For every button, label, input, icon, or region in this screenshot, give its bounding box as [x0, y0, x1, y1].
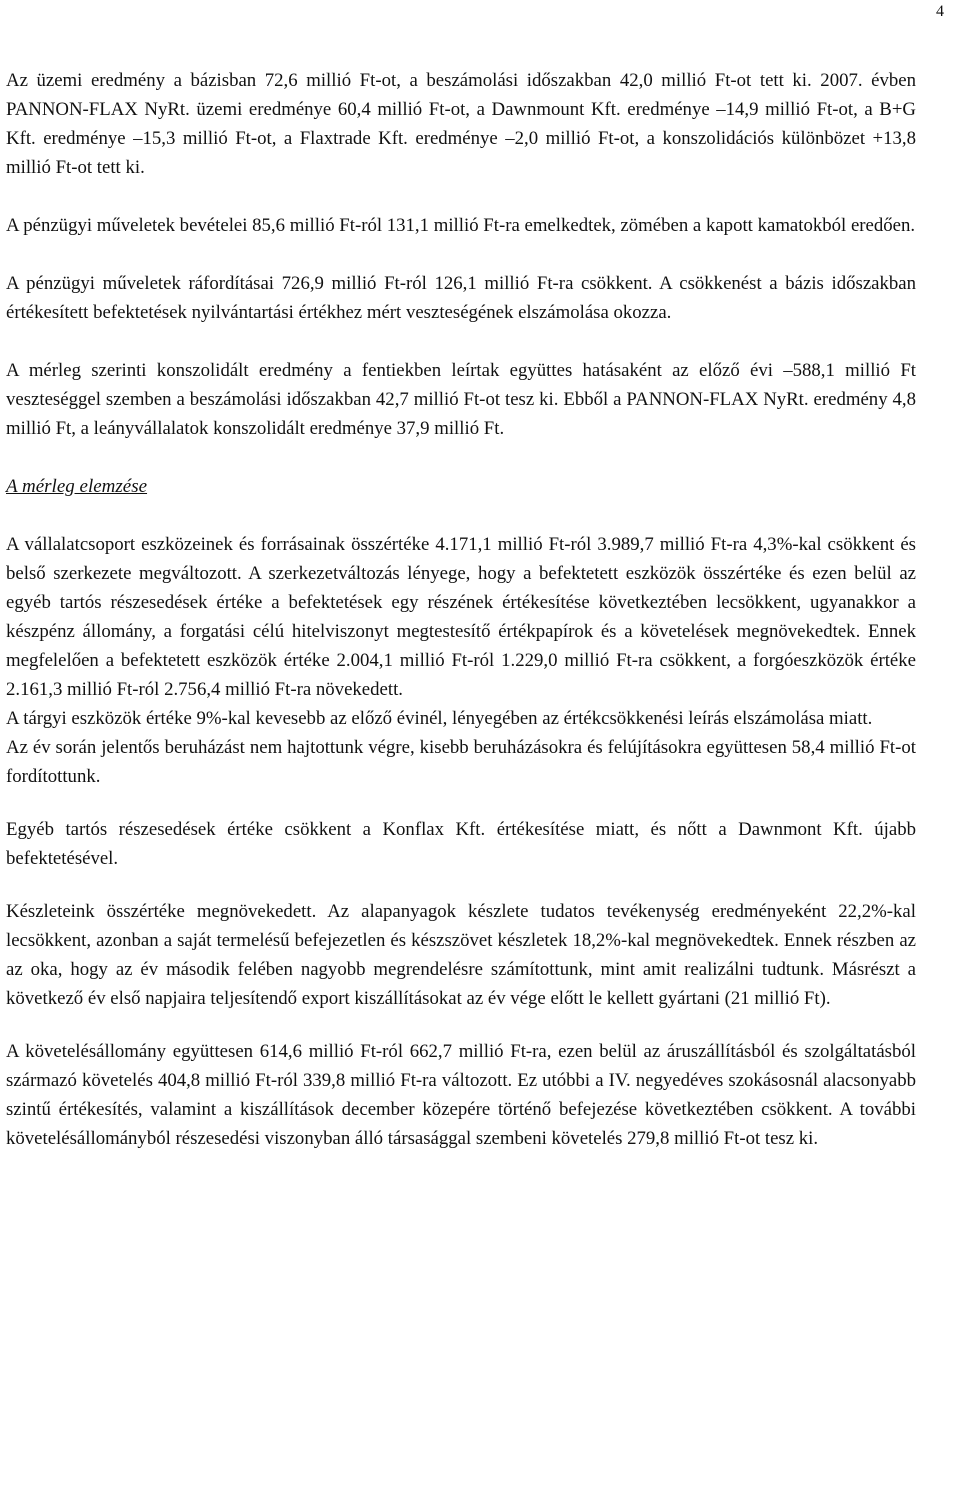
paragraph-receivables: A követelésállomány együttesen 614,6 millió Ft-ról 662,7 millió Ft-ra, ezen belül az áruszállításból és szolgáltatásból származó követelés 404,8 millió Ft-ról 339,8 millió Ft-ra változott. Ez utóbbi a IV. negyedéves szokásosnál alacsonyabb szintű értékesítés, valamint a kiszállítások december közepére történő befejezése következtében csökkent. A további követelésállományból részesedési viszonyban álló társasággal szembeni követelés 279,8 millió Ft-ot tesz ki. — [6, 1041, 916, 1149]
paragraph-operating-result: Az üzemi eredmény a bázisban 72,6 millió Ft-ot, a beszámolási időszakban 42,0 millió Ft-ot tett ki. 2007. évben PANNON-FLAX NyRt. üzemi eredménye 60,4 millió Ft-ot, a Dawnmount Kft. eredménye –14,9 millió Ft-ot, a B+G Kft. eredménye –15,3 millió Ft-ot, a Flaxtrade Kft. eredménye –2,0 millió Ft-ot, a konszolidációs különbözet +13,8 millió Ft-ot tett ki. — [6, 70, 916, 178]
paragraph-financial-income: A pénzügyi műveletek bevételei 85,6 millió Ft-ról 131,1 millió Ft-ra emelkedtek, zömében a kapott kamatokból eredően. — [6, 215, 916, 236]
paragraph-financial-expenses: A pénzügyi műveletek ráfordításai 726,9 millió Ft-ról 126,1 millió Ft-ra csökkent. A csökkenést a bázis időszakban értékesített befektetések nyilvántartási értékhez mért veszteségének elszámolása okozza. — [6, 273, 916, 323]
paragraph-consolidated-result: A mérleg szerinti konszolidált eredmény a fentiekben leírtak együttes hatásaként az előző évi –588,1 millió Ft veszteséggel szemben a beszámolási időszakban 42,7 millió Ft-ot tesz ki. Ebből a PANNON-FLAX NyRt. eredmény 4,8 millió Ft, a leányvállalatok konszolidált eredménye 37,9 millió Ft. — [6, 360, 916, 439]
document-body — [6, 66, 916, 1153]
paragraph-investments: Az év során jelentős beruházást nem hajtottunk végre, kisebb beruházásokra és felújításokra együttesen 58,4 millió Ft-ot fordítottunk. — [6, 737, 916, 787]
paragraph-inventories: Készleteink összértéke megnövekedett. Az alapanyagok készlete tudatos tevékenység eredményeként 22,2%-kal lecsökkent, azonban a saját termelésű befejezetlen és készszövet készletek 18,2%-kal megnövekedtek. Ennek részben az az oka, hogy az év második felében nagyobb megrendelésre számítottunk, mint amit realizálni tudtunk. Másrészt a következő év első napjaira teljesítendő export kiszállításokat az év vége előtt le kellett gyártani (21 millió Ft). — [6, 901, 916, 1009]
paragraph-assets-total: A vállalatcsoport eszközeinek és forrásainak összértéke 4.171,1 millió Ft-ról 3.989,7 millió Ft-ra 4,3%-kal csökkent és belső szerkezete megváltozott. A szerkezetváltozás lényege, hogy a befektetett eszközök összértéke és ezen belül az egyéb tartós részesedések értéke a befektetések egy részének értékesítése következtében lecsökkent, ugyanakkor a készpénz állomány, a forgatási célú hitelviszonyt megtestesítő értékpapírok és a követelések megnövekedtek. Ennek megfelelően a befektetett eszközök értéke 2.004,1 millió Ft-ról 1.229,0 millió Ft-ra csökkent, a forgóeszközök értéke 2.161,3 millió Ft-ról 2.756,4 millió Ft-ra növekedett. — [6, 534, 916, 700]
paragraph-tangible-assets: A tárgyi eszközök értéke 9%-kal kevesebb az előző évinél, lényegében az értékcsökkenési leírás elszámolása miatt. — [6, 708, 873, 729]
section-heading-balance-analysis: A mérleg elemzése — [6, 476, 148, 497]
page-number: 4 — [936, 3, 944, 20]
paragraph-long-term-holdings: Egyéb tartós részesedések értéke csökkent a Konflax Kft. értékesítése miatt, és nőtt a Dawnmont Kft. újabb befektetésével. — [6, 819, 916, 869]
